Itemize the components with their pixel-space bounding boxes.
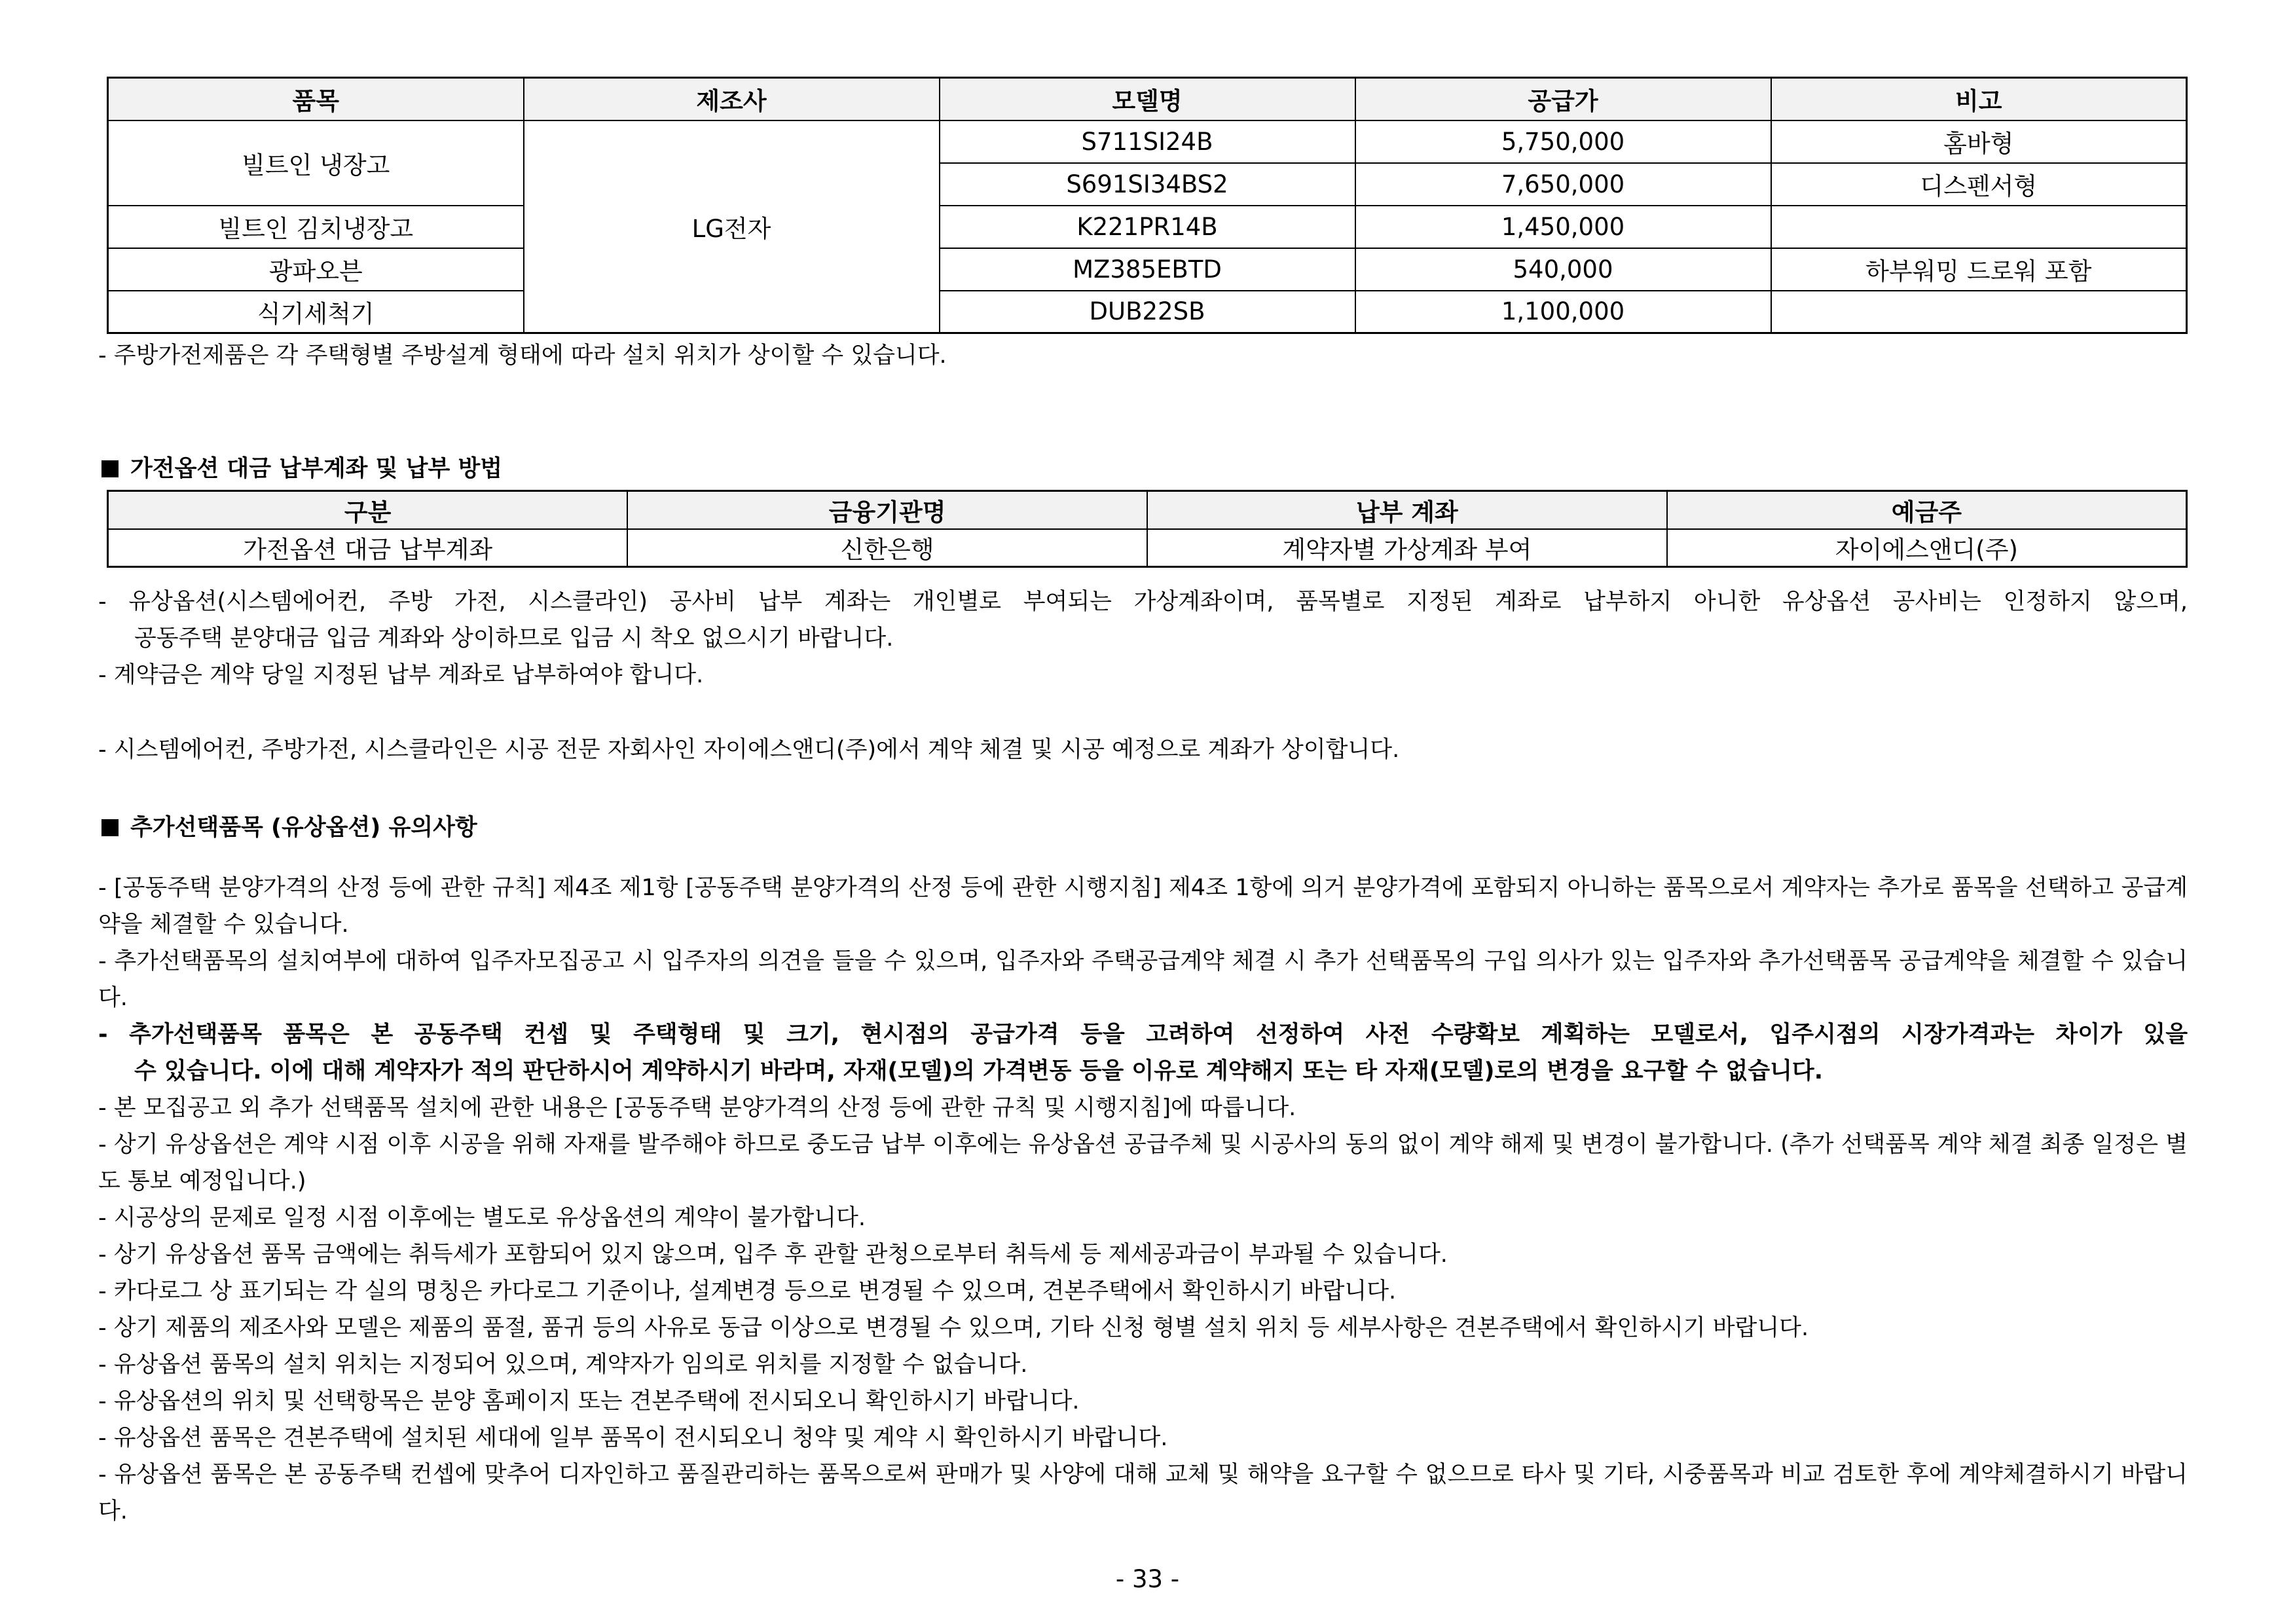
payment-note: - 유상옵션(시스템에어컨, 주방 가전, 시스클라인) 공사비 납부 계좌는 개인별로 부여되는 가상계좌이며, 품목별로 지정된 계좌로 납부하지 아니한 유상옵션 공사비는 인정하지 않으며, bbox=[98, 589, 2188, 615]
table-row bbox=[108, 206, 2187, 248]
header-category: 구분 bbox=[108, 491, 628, 529]
caution-item: - 유상옵션 품목의 설치 위치는 지정되어 있으며, 계약자가 임의로 위치를 지정할 수 없습니다. bbox=[98, 1352, 1028, 1378]
caution-item: - 상기 제품의 제조사와 모델은 제품의 품절, 품귀 등의 사유로 동급 이상으로 변경될 수 있으며, 기타 신청 형별 설치 위치 등 세부사항은 견본주택에서 확인하시기 바랍니다. bbox=[98, 1315, 1809, 1341]
bank-cell: 신한은행 bbox=[627, 529, 1147, 567]
note-cell: 하부워밍 드로워 포함 bbox=[1771, 248, 2187, 291]
table-row bbox=[108, 529, 2187, 567]
header-price: 공급가 bbox=[1355, 78, 1771, 120]
model-cell: DUB22SB bbox=[940, 291, 1355, 333]
payment-note: 공동주택 분양대금 입금 계좌와 상이하므로 입금 시 착오 없으시기 바랍니다. bbox=[134, 625, 894, 652]
table-row bbox=[108, 291, 2187, 333]
caution-item: - 상기 유상옵션 품목 금액에는 취득세가 포함되어 있지 않으며, 입주 후 관할 관청으로부터 취득세 등 제세공과금이 부과될 수 있습니다. bbox=[98, 1242, 1448, 1268]
price-cell: 5,750,000 bbox=[1355, 120, 1771, 163]
payment-note: - 계약금은 계약 당일 지정된 납부 계좌로 납부하여야 합니다. bbox=[98, 662, 704, 688]
header-manufacturer: 제조사 bbox=[524, 78, 940, 120]
header-note: 비고 bbox=[1771, 78, 2187, 120]
table-header-row bbox=[108, 491, 2187, 529]
table-row bbox=[108, 248, 2187, 291]
account-cell: 계약자별 가상계좌 부여 bbox=[1147, 529, 1667, 567]
header-model: 모델명 bbox=[940, 78, 1355, 120]
table-row bbox=[108, 120, 2187, 163]
appliance-footnote: - 주방가전제품은 각 주택형별 주방설계 형태에 따라 설치 위치가 상이할 수 있습니다. bbox=[98, 342, 947, 369]
holder-cell: 자이에스앤디(주) bbox=[1667, 529, 2187, 567]
caution-item-bold: - 추가선택품목 품목은 본 공동주택 컨셉 및 주택형태 및 크기, 현시점의 공급가격 등을 고려하여 선정하여 사전 수량확보 계획하는 모델로서, 입주시점의 시장가격과는 차이가 있을 bbox=[98, 1022, 2188, 1048]
caution-item: - 카다로그 상 표기되는 각 실의 명칭은 카다로그 기준이나, 설계변경 등으로 변경될 수 있으며, 견본주택에서 확인하시기 바랍니다. bbox=[98, 1278, 1397, 1304]
table-header-row bbox=[108, 78, 2187, 120]
header-item: 품목 bbox=[108, 78, 524, 120]
caution-section-title-text: 추가선택품목 (유상옵션) 유의사항 bbox=[130, 815, 477, 841]
note-cell: 홈바형 bbox=[1771, 120, 2187, 163]
header-bank: 금융기관명 bbox=[627, 491, 1147, 529]
model-cell: S711SI24B bbox=[940, 120, 1355, 163]
payment-section-title-text: 가전옵션 대금 납부계좌 및 납부 방법 bbox=[130, 456, 503, 482]
model-cell: K221PR14B bbox=[940, 206, 1355, 248]
manufacturer-cell: LG전자 bbox=[524, 120, 940, 333]
price-cell: 1,100,000 bbox=[1355, 291, 1771, 333]
caution-item: - 유상옵션 품목은 견본주택에 설치된 세대에 일부 품목이 전시되오니 청약 및 계약 시 확인하시기 바랍니다. bbox=[98, 1425, 1168, 1451]
payment-account-table bbox=[107, 490, 2188, 568]
note-cell bbox=[1771, 291, 2187, 333]
square-bullet-icon bbox=[101, 460, 119, 477]
model-cell: MZ385EBTD bbox=[940, 248, 1355, 291]
item-name: 빌트인 김치냉장고 bbox=[108, 206, 524, 248]
item-name: 식기세척기 bbox=[108, 291, 524, 333]
note-cell bbox=[1771, 206, 2187, 248]
header-holder: 예금주 bbox=[1667, 491, 2187, 529]
item-name: 빌트인 냉장고 bbox=[108, 120, 524, 206]
caution-item: - 상기 유상옵션은 계약 시점 이후 시공을 위해 자재를 발주해야 하므로 중도금 납부 이후에는 유상옵션 공급주체 및 시공사의 동의 없이 계약 해제 및 변경이 불가합니다. (추가 선택품목 계약 체결 최종 일정은 별도 통보 예정입니다.) bbox=[98, 1132, 2188, 1194]
category-cell: 가전옵션 대금 납부계좌 bbox=[108, 529, 628, 567]
price-cell: 540,000 bbox=[1355, 248, 1771, 291]
header-account: 납부 계좌 bbox=[1147, 491, 1667, 529]
payment-section-title bbox=[101, 451, 502, 483]
caution-item: - 시공상의 문제로 일정 시점 이후에는 별도로 유상옵션의 계약이 불가합니다. bbox=[98, 1205, 866, 1231]
price-cell: 1,450,000 bbox=[1355, 206, 1771, 248]
note-cell: 디스펜서형 bbox=[1771, 163, 2187, 206]
caution-item: - 유상옵션 품목은 본 공동주택 컨셉에 맞추어 디자인하고 품질관리하는 품목으로써 판매가 및 사양에 대해 교체 및 해약을 요구할 수 없으므로 타사 및 기타, 시중품목과 비교 검토한 후에 계약체결하시기 바랍니다. bbox=[98, 1462, 2188, 1524]
caution-item: - 추가선택품목의 설치여부에 대하여 입주자모집공고 시 입주자의 의견을 들을 수 있으며, 입주자와 주택공급계약 체결 시 추가 선택품목의 구입 의사가 있는 입주자와 추가선택품목 공급계약을 체결할 수 있습니다. bbox=[98, 948, 2188, 1011]
price-cell: 7,650,000 bbox=[1355, 163, 1771, 206]
page-number: - 33 - bbox=[1115, 1565, 1180, 1593]
square-bullet-icon bbox=[101, 819, 119, 836]
caution-item-bold: 수 있습니다. 이에 대해 계약자가 적의 판단하시어 계약하시기 바라며, 자재(모델)의 가격변동 등을 이유로 계약해지 또는 타 자재(모델)로의 변경을 요구할 수 없습니다. bbox=[134, 1058, 1824, 1084]
caution-item: - 유상옵션의 위치 및 선택항목은 분양 홈페이지 또는 견본주택에 전시되오니 확인하시기 바랍니다. bbox=[98, 1388, 1080, 1414]
payment-note: - 시스템에어컨, 주방가전, 시스클라인은 시공 전문 자회사인 자이에스앤디(주)에서 계약 체결 및 시공 예정으로 계좌가 상이합니다. bbox=[98, 737, 1400, 763]
item-name: 광파오븐 bbox=[108, 248, 524, 291]
appliance-price-table bbox=[107, 77, 2188, 334]
caution-item: - [공동주택 분양가격의 산정 등에 관한 규칙] 제4조 제1항 [공동주택 분양가격의 산정 등에 관한 시행지침] 제4조 1항에 의거 분양가격에 포함되지 아니하는 품목으로서 계약자는 추가로 품목을 선택하고 공급계약을 체결할 수 있습니다. bbox=[98, 875, 2188, 938]
caution-section-title bbox=[101, 809, 477, 842]
caution-item: - 본 모집공고 외 추가 선택품목 설치에 관한 내용은 [공동주택 분양가격의 산정 등에 관한 규칙 및 시행지침]에 따릅니다. bbox=[98, 1095, 1296, 1121]
model-cell: S691SI34BS2 bbox=[940, 163, 1355, 206]
